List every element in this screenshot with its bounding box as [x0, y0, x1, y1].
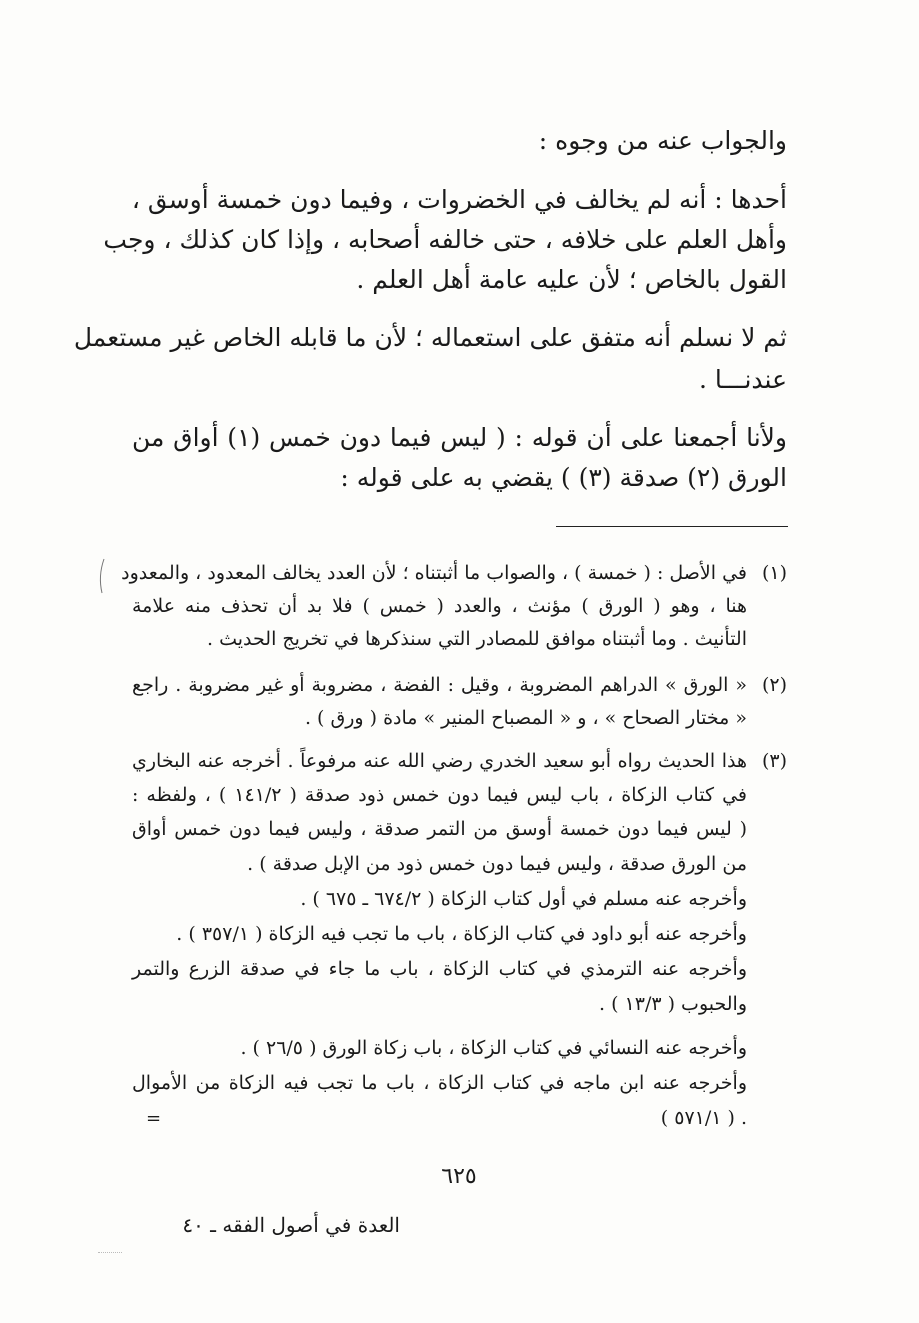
continuation-mark: =	[146, 1108, 162, 1129]
footnote-line: وأخرجه عنه أبو داود في كتاب الزكاة ، باب ما تجب فيه الزكاة ( ٣٥٧/١ ) .	[176, 923, 747, 945]
main-text-line: عندنـــا .	[698, 365, 787, 394]
scan-speck	[98, 1252, 122, 1255]
page-number: ٦٢٥	[441, 1164, 477, 1189]
footnote-line: والحبوب ( ١٣/٣ ) .	[599, 993, 747, 1015]
main-text-line: الورق (٢) صدقة (٣) ) يقضي به على قوله :	[340, 463, 787, 492]
footnote-line: من الورق صدقة ، وليس فيما دون خمس ذود من الإبل صدقة ) .	[247, 853, 747, 875]
footnote-line: التأنيث . وما أثبتناه موافق للمصادر التي سنذكرها في تخريج الحديث .	[207, 628, 747, 650]
main-text-line: القول بالخاص ؛ لأن عليه عامة أهل العلم .	[356, 265, 787, 294]
footnote-line: ( ٥٧١/١ ) .	[660, 1107, 747, 1129]
footnote-line: في كتاب الزكاة ، باب ليس فيما دون خمس ذود صدقة ( ١٤١/٢ ) ، ولفظه :	[132, 784, 748, 806]
footnote-line: وأخرجه عنه مسلم في أول كتاب الزكاة ( ٦٧٤/٢ ـ ٦٧٥ ) .	[300, 888, 747, 910]
margin-bracket-mark	[96, 558, 106, 594]
footnote-number: (١)	[761, 562, 787, 584]
signature-line: العدة في أصول الفقه ـ ٤٠	[182, 1213, 400, 1237]
footnote-line: في الأصل : ( خمسة ) ، والصواب ما أثبتناه ؛ لأن العدد يخالف المعدود ، والمعدود	[121, 562, 747, 584]
footnote-line: ( ليس فيما دون خمسة أوسق من التمر صدقة ، وليس فيما دون خمس أواق	[132, 818, 747, 840]
footnote-line: وأخرجه عنه النسائي في كتاب الزكاة ، باب زكاة الورق ( ٢٦/٥ ) .	[240, 1037, 747, 1059]
footnote-line: « مختار الصحاح » ، و « المصباح المنير » مادة ( ورق ) .	[304, 707, 747, 729]
main-text-line: والجواب عنه من وجوه :	[538, 126, 787, 155]
footnote-separator	[556, 526, 788, 527]
main-text-line: أحدها : أنه لم يخالف في الخضروات ، وفيما دون خمسة أوسق ،	[131, 185, 787, 214]
footnote-line: هنا ، وهو ( الورق ) مؤنث ، والعدد ( خمس ) فلا بد أن تحذف منه علامة	[132, 595, 747, 617]
footnote-line: وأخرجه عنه ابن ماجه في كتاب الزكاة ، باب ما تجب فيه الزكاة من الأموال	[132, 1072, 747, 1094]
main-text-line: ثم لا نسلم أنه متفق على استعماله ؛ لأن ما قابله الخاص غير مستعمل	[73, 323, 787, 352]
footnote-line: هذا الحديث رواه أبو سعيد الخدري رضي الله عنه مرفوعاً . أخرجه عنه البخاري	[132, 750, 747, 772]
footnote-number: (٢)	[761, 674, 787, 696]
main-text-line: وأهل العلم على خلافه ، حتى خالفه أصحابه ، وإذا كان كذلك ، وجب	[103, 225, 787, 254]
footnote-line: وأخرجه عنه الترمذي في كتاب الزكاة ، باب ما جاء في صدقة الزرع والتمر	[132, 958, 747, 980]
footnote-line: « الورق » الدراهم المضروبة ، وقيل : الفضة ، مضروبة أو غير مضروبة . راجع	[132, 674, 747, 696]
main-text-line: ولأنا أجمعنا على أن قوله : ( ليس فيما دون خمس (١) أواق من	[132, 423, 787, 452]
footnote-number: (٣)	[761, 750, 787, 772]
